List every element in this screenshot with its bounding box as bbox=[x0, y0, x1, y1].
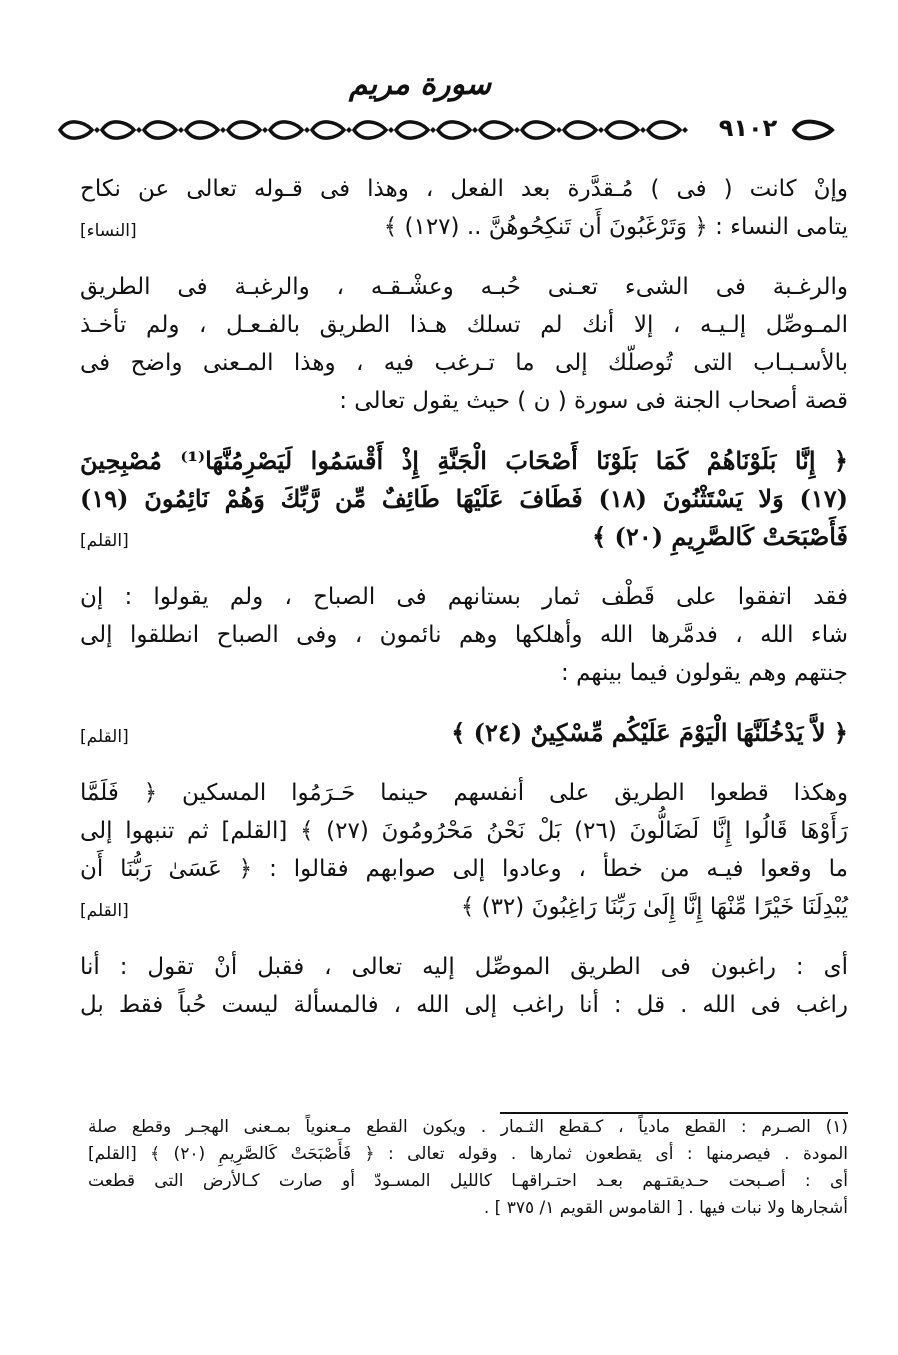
surah-reference: [القلم] bbox=[80, 727, 129, 747]
verse-line: ﴿ لاَّ يَدْخُلَنَّهَا الْيَوْمَ عَلَيْكُم مِّسْكِينٌ (٢٤) ﴾ bbox=[451, 718, 848, 747]
ornament-link bbox=[396, 122, 428, 138]
paragraph bbox=[80, 268, 848, 420]
quran-verse-block bbox=[80, 714, 848, 752]
ornament-link bbox=[270, 122, 302, 138]
text-line: يتامى النساء : ﴿ وَتَرْغَبُونَ أَن تَنكِحُوهُنَّ .. (١٢٧) ﴾ bbox=[383, 214, 848, 240]
ornament-diamond bbox=[556, 127, 562, 133]
ornament-link bbox=[60, 122, 92, 138]
text-line: رَأَوْهَا قَالُوا إِنَّا لَضَالُّونَ (٢٦) بَلْ نَحْنُ مَحْرُومُونَ (٢٧) ﴾ [القلم] ثم تنبهوا إلى bbox=[80, 818, 849, 844]
footnote-line: أى : أصـبحت حـديقتـهم بعـد احتـراقهـا كالليل المسـودّ أو صارت كـالأرض التى قطعت bbox=[88, 1171, 848, 1191]
verse-line: ﴿ إِنَّا بَلَوْنَاهُمْ كَمَا بَلَوْنَا أَصْحَابَ الْجَنَّةِ إِذْ أَقْسَمُوا لَيَصْرِمُنَّهَا⁽¹⁾ مُصْبِحِينَ bbox=[80, 446, 848, 475]
ornament-diamond bbox=[472, 127, 478, 133]
ornament-link bbox=[480, 122, 512, 138]
verse-line: (١٧) وَلا يَسْتَثْنُونَ (١٨) فَطَافَ عَلَيْهَا طَائِفٌ مِّن رَّبِّكَ وَهُمْ نَائِمُونَ (١٩) bbox=[80, 484, 848, 513]
ornament-link bbox=[522, 122, 554, 138]
ornament-diamond bbox=[514, 127, 520, 133]
ornament-diamond bbox=[430, 127, 436, 133]
footnote-line: أشجارها ولا نبات فيها . [ القاموس القويم ١/ ٣٧٥ ] . bbox=[483, 1198, 848, 1218]
ornament-diamond bbox=[136, 127, 142, 133]
ornament-link bbox=[144, 122, 176, 138]
quran-verse-block bbox=[80, 442, 848, 556]
text-line: وإنْ كانت ( فى ) مُـقدَّرة بعد الفعل ، وهذا فى قـوله تعالى عن نكاح bbox=[80, 176, 848, 202]
page-number: ٩١٠٢ bbox=[718, 114, 778, 142]
text-line: ما وقعوا فيـه من خطأ ، وعادوا إلى صوابهم فقالوا : ﴿ عَسَىٰ رَبُّنَا أَن bbox=[80, 856, 848, 882]
text-line: فقد اتفقوا على قَطْف ثمار بستانهم فى الصباح ، ولم يقولوا : إن bbox=[80, 584, 848, 610]
text-line: يُبْدِلَنَا خَيْرًا مِّنْهَا إِنَّا إِلَىٰ رَبِّنَا رَاغِبُونَ (٣٢) ﴾ bbox=[460, 894, 848, 920]
text-line: بالأسـبـاب التى تُوصلّك إلى ما تـرغب فيه ، وهذا المـعنى واضح فى bbox=[80, 350, 848, 376]
ornament-diamond bbox=[94, 127, 100, 133]
ornament-link bbox=[228, 122, 260, 138]
ornament-link bbox=[564, 122, 596, 138]
text-line: والرغـبة فى الشىء تعـنى حُبـه وعشْـقـه ، والرغبـة فى الطريق bbox=[80, 274, 848, 300]
paragraph bbox=[80, 948, 848, 1024]
ornament-diamond bbox=[304, 127, 310, 133]
ornament-diamond bbox=[220, 127, 226, 133]
ornament-link bbox=[102, 122, 134, 138]
text-line: راغب فى الله . قل : أنا راغب إلى الله ، فالمسألة ليست حُباً فقط بل bbox=[80, 992, 848, 1018]
ornament-link bbox=[354, 122, 386, 138]
footnote-line: المودة . فيصرمنها : أى يقطعون ثمارها . وقوله تعالى : ﴿ فَأَصْبَحَتْ كَالصَّرِيمِ (٢٠) ﴾ [القلم] bbox=[88, 1144, 848, 1164]
surah-title: سورة مريم bbox=[348, 67, 492, 102]
surah-reference: [النساء] bbox=[80, 221, 137, 241]
text-line: أى : راغبون فى الطريق الموصِّل إليه تعالى ، فقبل أنْ تقول : أنا bbox=[80, 954, 848, 980]
footnote-line: (١) الصـرم : القطع مادياً ، كـقطع الثـمار . ويكون القطع مـعنوياً بمـعنى الهجـر وقطع صلة bbox=[88, 1117, 848, 1137]
text-line: جنتهم وهم يقولون فيما بينهم : bbox=[561, 660, 848, 686]
ornament-link bbox=[606, 122, 638, 138]
paragraph bbox=[80, 578, 848, 692]
main-text bbox=[80, 170, 848, 1046]
header-ornament-border bbox=[58, 118, 698, 142]
surah-reference: [القلم] bbox=[80, 531, 129, 551]
text-line: المـوصِّل إلـيـه ، إلا أنك لم تسلك هـذا الطريق بالفـعـل ، ولم تأخـذ bbox=[80, 312, 848, 338]
ornament-diamond bbox=[262, 127, 268, 133]
verse-line-with-ref bbox=[80, 518, 848, 556]
ornament-link bbox=[438, 122, 470, 138]
ornament-end-cap bbox=[790, 118, 836, 142]
ornament-diamond bbox=[682, 127, 688, 133]
paragraph bbox=[80, 774, 848, 926]
ornament-diamond bbox=[178, 127, 184, 133]
ornament-diamond bbox=[346, 127, 352, 133]
ornament-diamond bbox=[388, 127, 394, 133]
verse-line-with-ref bbox=[80, 714, 848, 752]
paragraph bbox=[80, 170, 848, 246]
ornament-link bbox=[186, 122, 218, 138]
text-line-with-ayah bbox=[80, 208, 848, 246]
text-line: قصة أصحاب الجنة فى سورة ( ن ) حيث يقول تعالى : bbox=[339, 388, 848, 414]
verse-line: فَأَصْبَحَتْ كَالصَّرِيمِ (٢٠) ﴾ bbox=[592, 522, 848, 551]
footnotes bbox=[88, 1114, 848, 1222]
ornament-link bbox=[648, 122, 680, 138]
text-line: وهكذا قطعوا الطريق على أنفسهم حينما حَـرَمُوا المسكين ﴿ فَلَمَّا bbox=[80, 780, 848, 806]
surah-reference: [القلم] bbox=[80, 901, 129, 921]
ornament-link bbox=[312, 122, 344, 138]
ornament-diamond bbox=[640, 127, 646, 133]
ornament-diamond bbox=[598, 127, 604, 133]
text-line: شاء الله ، فدمَّرها الله وأهلكها وهم نائمون ، وفى الصباح انطلقوا إلى bbox=[80, 622, 848, 648]
text-line-with-ref bbox=[80, 888, 848, 926]
